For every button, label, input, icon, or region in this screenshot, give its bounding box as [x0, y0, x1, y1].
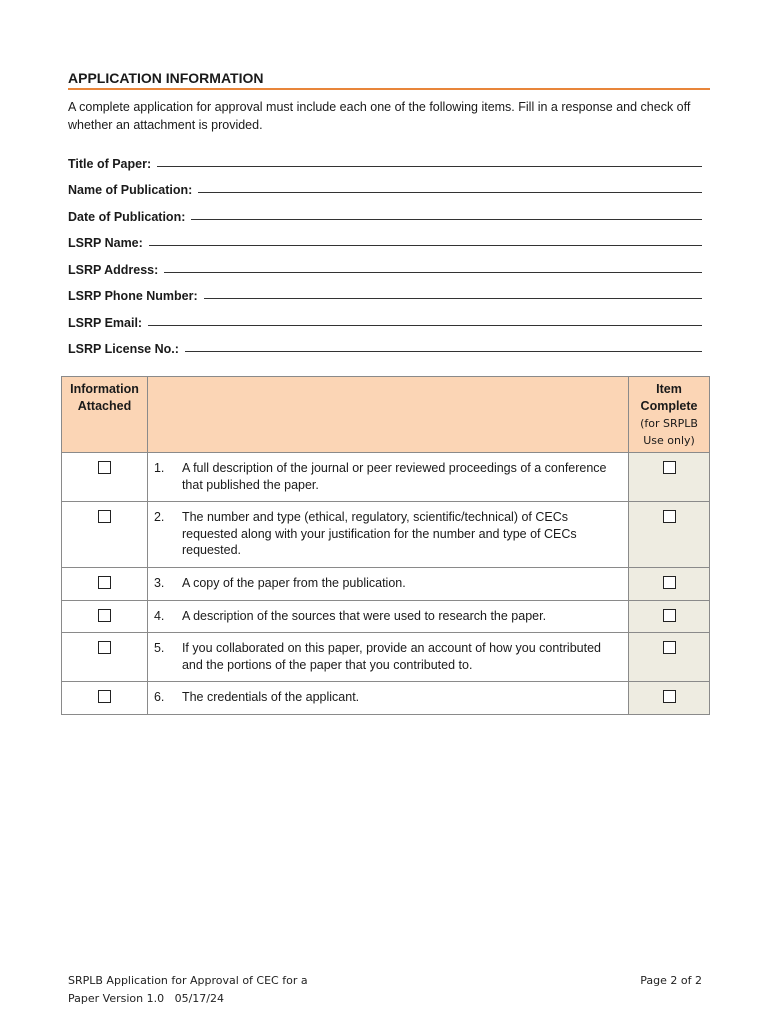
header-subtext: Use only)	[643, 434, 695, 447]
header-text: Item	[656, 382, 682, 396]
item-number: 1.	[153, 461, 165, 475]
item-number: 5.	[153, 641, 165, 655]
field-label: LSRP Email:	[68, 315, 143, 330]
field-label: Title of Paper:	[68, 156, 152, 171]
description-cell	[147, 567, 628, 600]
item-text: A description of the sources that were used to research the paper.	[181, 608, 547, 623]
lsrp-email-input[interactable]	[148, 313, 702, 326]
field-title-of-paper	[68, 144, 702, 171]
field-label: LSRP Phone Number:	[68, 289, 198, 303]
field-label: LSRP License No.:	[68, 342, 179, 356]
attached-checkbox[interactable]	[98, 576, 111, 589]
attached-cell	[62, 682, 148, 715]
description-cell	[147, 453, 628, 502]
complete-cell	[629, 600, 710, 633]
item-number: 3.	[153, 575, 165, 590]
footer-version	[68, 972, 308, 1008]
complete-cell	[629, 633, 710, 682]
description-cell	[147, 633, 628, 682]
table-row	[62, 453, 710, 502]
description-cell	[147, 600, 628, 633]
header-text: Information	[70, 382, 139, 396]
lsrp-phone-input[interactable]	[204, 286, 702, 299]
title-of-paper-input[interactable]	[157, 154, 702, 167]
item-text: A full description of the journal or peer reviewed proceedings of a conference that published the paper.	[181, 461, 607, 492]
lsrp-address-input[interactable]	[164, 260, 702, 273]
complete-checkbox[interactable]	[663, 641, 676, 654]
attached-checkbox[interactable]	[98, 641, 111, 654]
description-cell	[147, 502, 628, 568]
table-row	[62, 600, 710, 633]
field-label: LSRP Name:	[68, 236, 143, 250]
attached-cell	[62, 633, 148, 682]
page-number: Page 2 of 2	[640, 974, 702, 987]
item-text: If you collaborated on this paper, provide an account of how you contributed and the portions of the paper that you contributed to.	[181, 641, 601, 672]
header-description	[147, 377, 628, 453]
table-row	[62, 682, 710, 715]
intro-paragraph: A complete application for approval must include each one of the following items. Fill in a response and check off whether an attachment is provided.	[68, 100, 691, 132]
complete-checkbox[interactable]	[663, 690, 676, 703]
footer-line: Paper Version 1.0 05/17/24	[68, 992, 224, 1005]
field-date-of-publication	[68, 197, 702, 224]
item-number: 6.	[153, 690, 165, 704]
item-text: The number and type (ethical, regulatory, scientific/technical) of CECs requested along with your justification for the number and type of CECs requested.	[181, 510, 577, 557]
field-lsrp-address	[68, 250, 702, 277]
attached-checkbox[interactable]	[98, 609, 111, 622]
table-row	[62, 502, 710, 568]
complete-cell	[629, 567, 710, 600]
header-information-attached	[62, 377, 148, 453]
footer-line: SRPLB Application for Approval of CEC for a	[68, 974, 308, 987]
item-text: The credentials of the applicant.	[181, 690, 360, 704]
field-label: Name of Publication:	[68, 183, 193, 197]
date-of-publication-input[interactable]	[191, 207, 702, 220]
table-header-row	[62, 377, 710, 453]
table-row	[62, 567, 710, 600]
table-row	[62, 633, 710, 682]
header-item-complete	[629, 377, 710, 453]
complete-checkbox[interactable]	[663, 461, 676, 474]
field-name-of-publication	[68, 171, 702, 198]
name-of-publication-input[interactable]	[198, 180, 702, 193]
attached-checkbox[interactable]	[98, 461, 111, 474]
header-text: Complete	[640, 399, 698, 413]
lsrp-license-input[interactable]	[185, 339, 702, 352]
header-subtext: (for SRPLB	[640, 417, 698, 430]
attached-cell	[62, 567, 148, 600]
item-text: A copy of the paper from the publication.	[181, 575, 406, 590]
field-label: LSRP Address:	[68, 262, 159, 277]
field-label: Date of Publication:	[68, 209, 186, 224]
field-lsrp-name	[68, 224, 702, 251]
attached-cell	[62, 600, 148, 633]
application-fields	[68, 144, 702, 356]
lsrp-name-input[interactable]	[149, 233, 702, 246]
item-number: 2.	[153, 510, 165, 524]
field-lsrp-license	[68, 330, 702, 357]
description-cell	[147, 682, 628, 715]
complete-checkbox[interactable]	[663, 510, 676, 523]
complete-cell	[629, 682, 710, 715]
attachment-checklist-table	[61, 376, 710, 715]
attached-cell	[62, 453, 148, 502]
section-title: APPLICATION INFORMATION	[68, 70, 710, 90]
field-lsrp-phone	[68, 277, 702, 304]
item-number: 4.	[153, 608, 165, 623]
attached-checkbox[interactable]	[98, 690, 111, 703]
field-lsrp-email	[68, 303, 702, 330]
header-text: Attached	[77, 399, 132, 413]
complete-checkbox[interactable]	[663, 609, 676, 622]
complete-cell	[629, 453, 710, 502]
attached-checkbox[interactable]	[98, 510, 111, 523]
complete-cell	[629, 502, 710, 568]
complete-checkbox[interactable]	[663, 576, 676, 589]
attached-cell	[62, 502, 148, 568]
